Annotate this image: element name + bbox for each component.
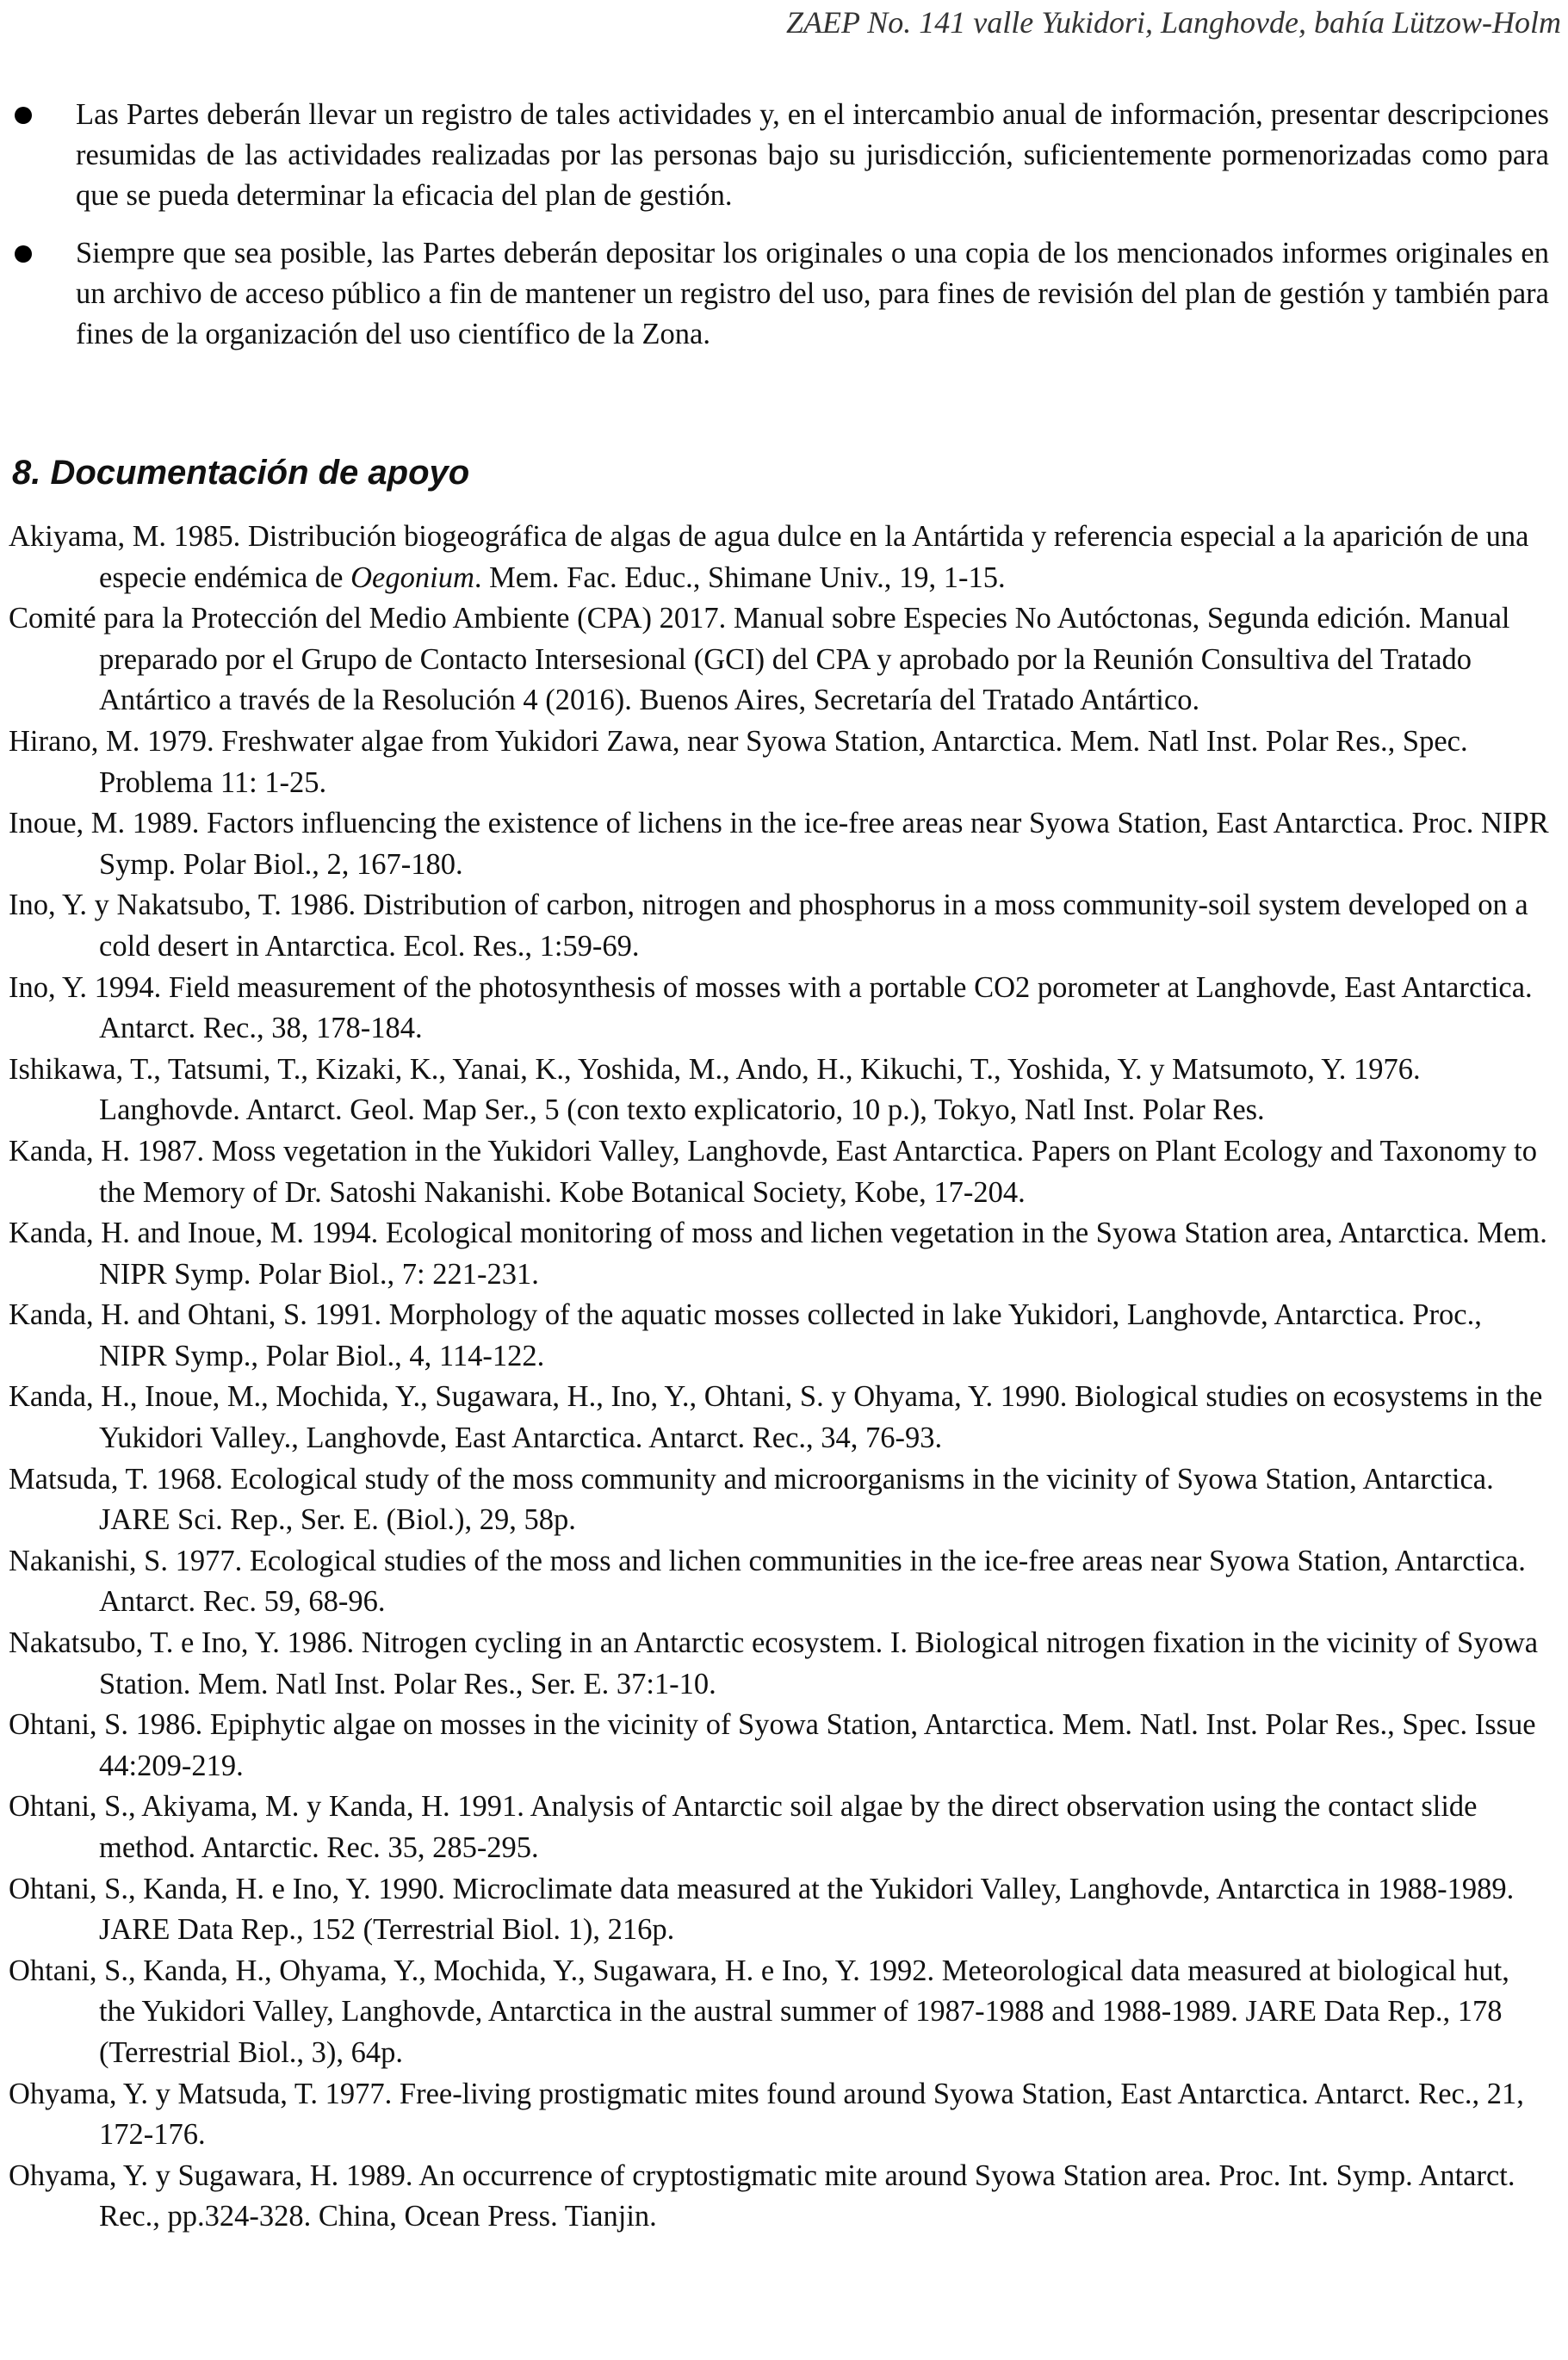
species-name: Oegonium xyxy=(350,561,474,594)
reference-list xyxy=(9,517,1550,2238)
reference-item: Matsuda, T. 1968. Ecological study of the moss community and microorganisms in the vicinity of Syowa Station, Antarctica. JARE Sci. Rep., Ser. E. (Biol.), 29, 58p. xyxy=(9,1462,1494,1537)
reference-item: Kanda, H. and Inoue, M. 1994. Ecological monitoring of moss and lichen vegetation in the Syowa Station area, Antarctica. Mem. NIPR Symp. Polar Biol., 7: 221-231. xyxy=(9,1217,1547,1291)
bullet-item xyxy=(0,95,1568,216)
reference-item: Ohyama, Y. y Sugawara, H. 1989. An occurrence of cryptostigmatic mite around Syowa Station area. Proc. Int. Symp. Antarct. Rec., pp.324-328. China, Ocean Press. Tianjin. xyxy=(9,2159,1515,2233)
reference-item: Ohtani, S., Kanda, H. e Ino, Y. 1990. Microclimate data measured at the Yukidori Valley, Langhovde, Antarctica in 1988-1989. JARE Data Rep., 152 (Terrestrial Biol. 1), 216p. xyxy=(9,1872,1515,1947)
running-header: ZAEP No. 141 valle Yukidori, Langhovde, bahía Lützow-Holm xyxy=(785,5,1561,40)
reference-item: Kanda, H. and Ohtani, S. 1991. Morphology of the aquatic mosses collected in lake Yukidori, Langhovde, Antarctica. Proc., NIPR Symp., Polar Biol., 4, 114-122. xyxy=(9,1298,1482,1372)
reference-item: Nakatsubo, T. e Ino, Y. 1986. Nitrogen cycling in an Antarctic ecosystem. I. Biological nitrogen fixation in the vicinity of Syowa Station. Mem. Natl Inst. Polar Res., Ser. E. 37:1-10. xyxy=(9,1626,1539,1700)
reference-item: Kanda, H., Inoue, M., Mochida, Y., Sugawara, H., Ino, Y., Ohtani, S. y Ohyama, Y. 1990. Biological studies on ecosystems in the Yukidori Valley., Langhovde, East Antarctica. Antarct. Rec., 34, 76-93. xyxy=(9,1380,1543,1455)
reference-text: Akiyama, M. 1985. Distribución biogeográfica de algas de agua dulce en la Antártida y referencia especial a la aparición de una especie endémica de xyxy=(9,520,1529,594)
bullet-dot-icon xyxy=(15,107,32,124)
bullet-text: Las Partes deberán llevar un registro de tales actividades y, en el intercambio anual de información, presentar descripciones resumidas de las actividades realizadas por las personas bajo su jurisdicción, suficientemente pormenorizadas como para que se pueda determinar la eficacia del plan de gestión. xyxy=(76,98,1549,212)
reference-item: Inoue, M. 1989. Factors influencing the existence of lichens in the ice-free areas near Syowa Station, East Antarctica. Proc. NIPR Symp. Polar Biol., 2, 167-180. xyxy=(9,807,1549,881)
reference-item: Nakanishi, S. 1977. Ecological studies of the moss and lichen communities in the ice-free areas near Syowa Station, Antarctica. Antarct. Rec. 59, 68-96. xyxy=(9,1544,1526,1619)
reference-item: Ohtani, S. 1986. Epiphytic algae on mosses in the vicinity of Syowa Station, Antarctica. Mem. Natl. Inst. Polar Res., Spec. Issue 44:209-219. xyxy=(9,1708,1536,1782)
bullet-item xyxy=(0,233,1568,355)
reference-item xyxy=(9,517,1550,598)
reference-item: Ino, Y. y Nakatsubo, T. 1986. Distribution of carbon, nitrogen and phosphorus in a moss community-soil system developed on a cold desert in Antarctica. Ecol. Res., 1:59-69. xyxy=(9,889,1528,963)
bullet-dot-icon xyxy=(15,245,32,263)
bullet-list xyxy=(0,95,1568,372)
reference-item: Comité para la Protección del Medio Ambiente (CPA) 2017. Manual sobre Especies No Autóctonas, Segunda edición. Manual preparado por el Grupo de Contacto Intersesional (GCI) del CPA y aprobado por la Reunión Consultiva del Tratado Antártico a través de la Resolución 4 (2016). Buenos Aires, Secretaría del Tratado Antártico. xyxy=(9,602,1510,717)
reference-item: Hirano, M. 1979. Freshwater algae from Yukidori Zawa, near Syowa Station, Antarctica. Mem. Natl Inst. Polar Res., Spec. Problema 11: 1-25. xyxy=(9,724,1468,799)
reference-item: Ohtani, S., Kanda, H., Ohyama, Y., Mochida, Y., Sugawara, H. e Ino, Y. 1992. Meteorological data measured at biological hut, the Yukidori Valley, Langhovde, Antarctica in the austral summer of 1987-1988 and 1988-1989. JARE Data Rep., 178 (Terrestrial Biol., 3), 64p. xyxy=(9,1954,1509,2069)
reference-text: . Mem. Fac. Educ., Shimane Univ., 19, 1-15. xyxy=(474,561,1006,594)
bullet-text: Siempre que sea posible, las Partes deberán depositar los originales o una copia de los mencionados informes originales en un archivo de acceso público a fin de mantener un registro del uso, para fines de revisión del plan de gestión y también para fines de la organización del uso científico de la Zona. xyxy=(76,237,1549,350)
reference-item: Ohtani, S., Akiyama, M. y Kanda, H. 1991. Analysis of Antarctic soil algae by the direct observation using the contact slide method. Antarctic. Rec. 35, 285-295. xyxy=(9,1790,1478,1864)
reference-item: Ino, Y. 1994. Field measurement of the photosynthesis of mosses with a portable CO2 porometer at Langhovde, East Antarctica. Antarct. Rec., 38, 178-184. xyxy=(9,970,1533,1045)
reference-item: Ohyama, Y. y Matsuda, T. 1977. Free-living prostigmatic mites found around Syowa Station, East Antarctica. Antarct. Rec., 21, 172-176. xyxy=(9,2077,1524,2152)
reference-item: Kanda, H. 1987. Moss vegetation in the Yukidori Valley, Langhovde, East Antarctica. Papers on Plant Ecology and Taxonomy to the Memory of Dr. Satoshi Nakanishi. Kobe Botanical Society, Kobe, 17-204. xyxy=(9,1134,1537,1209)
reference-item: Ishikawa, T., Tatsumi, T., Kizaki, K., Yanai, K., Yoshida, M., Ando, H., Kikuchi, T., Yoshida, Y. y Matsumoto, Y. 1976. Langhovde. Antarct. Geol. Map Ser., 5 (con texto explicatorio, 10 p.), Tokyo, Natl Inst. Polar Res. xyxy=(9,1052,1421,1127)
section-heading: 8. Documentación de apoyo xyxy=(12,454,470,492)
